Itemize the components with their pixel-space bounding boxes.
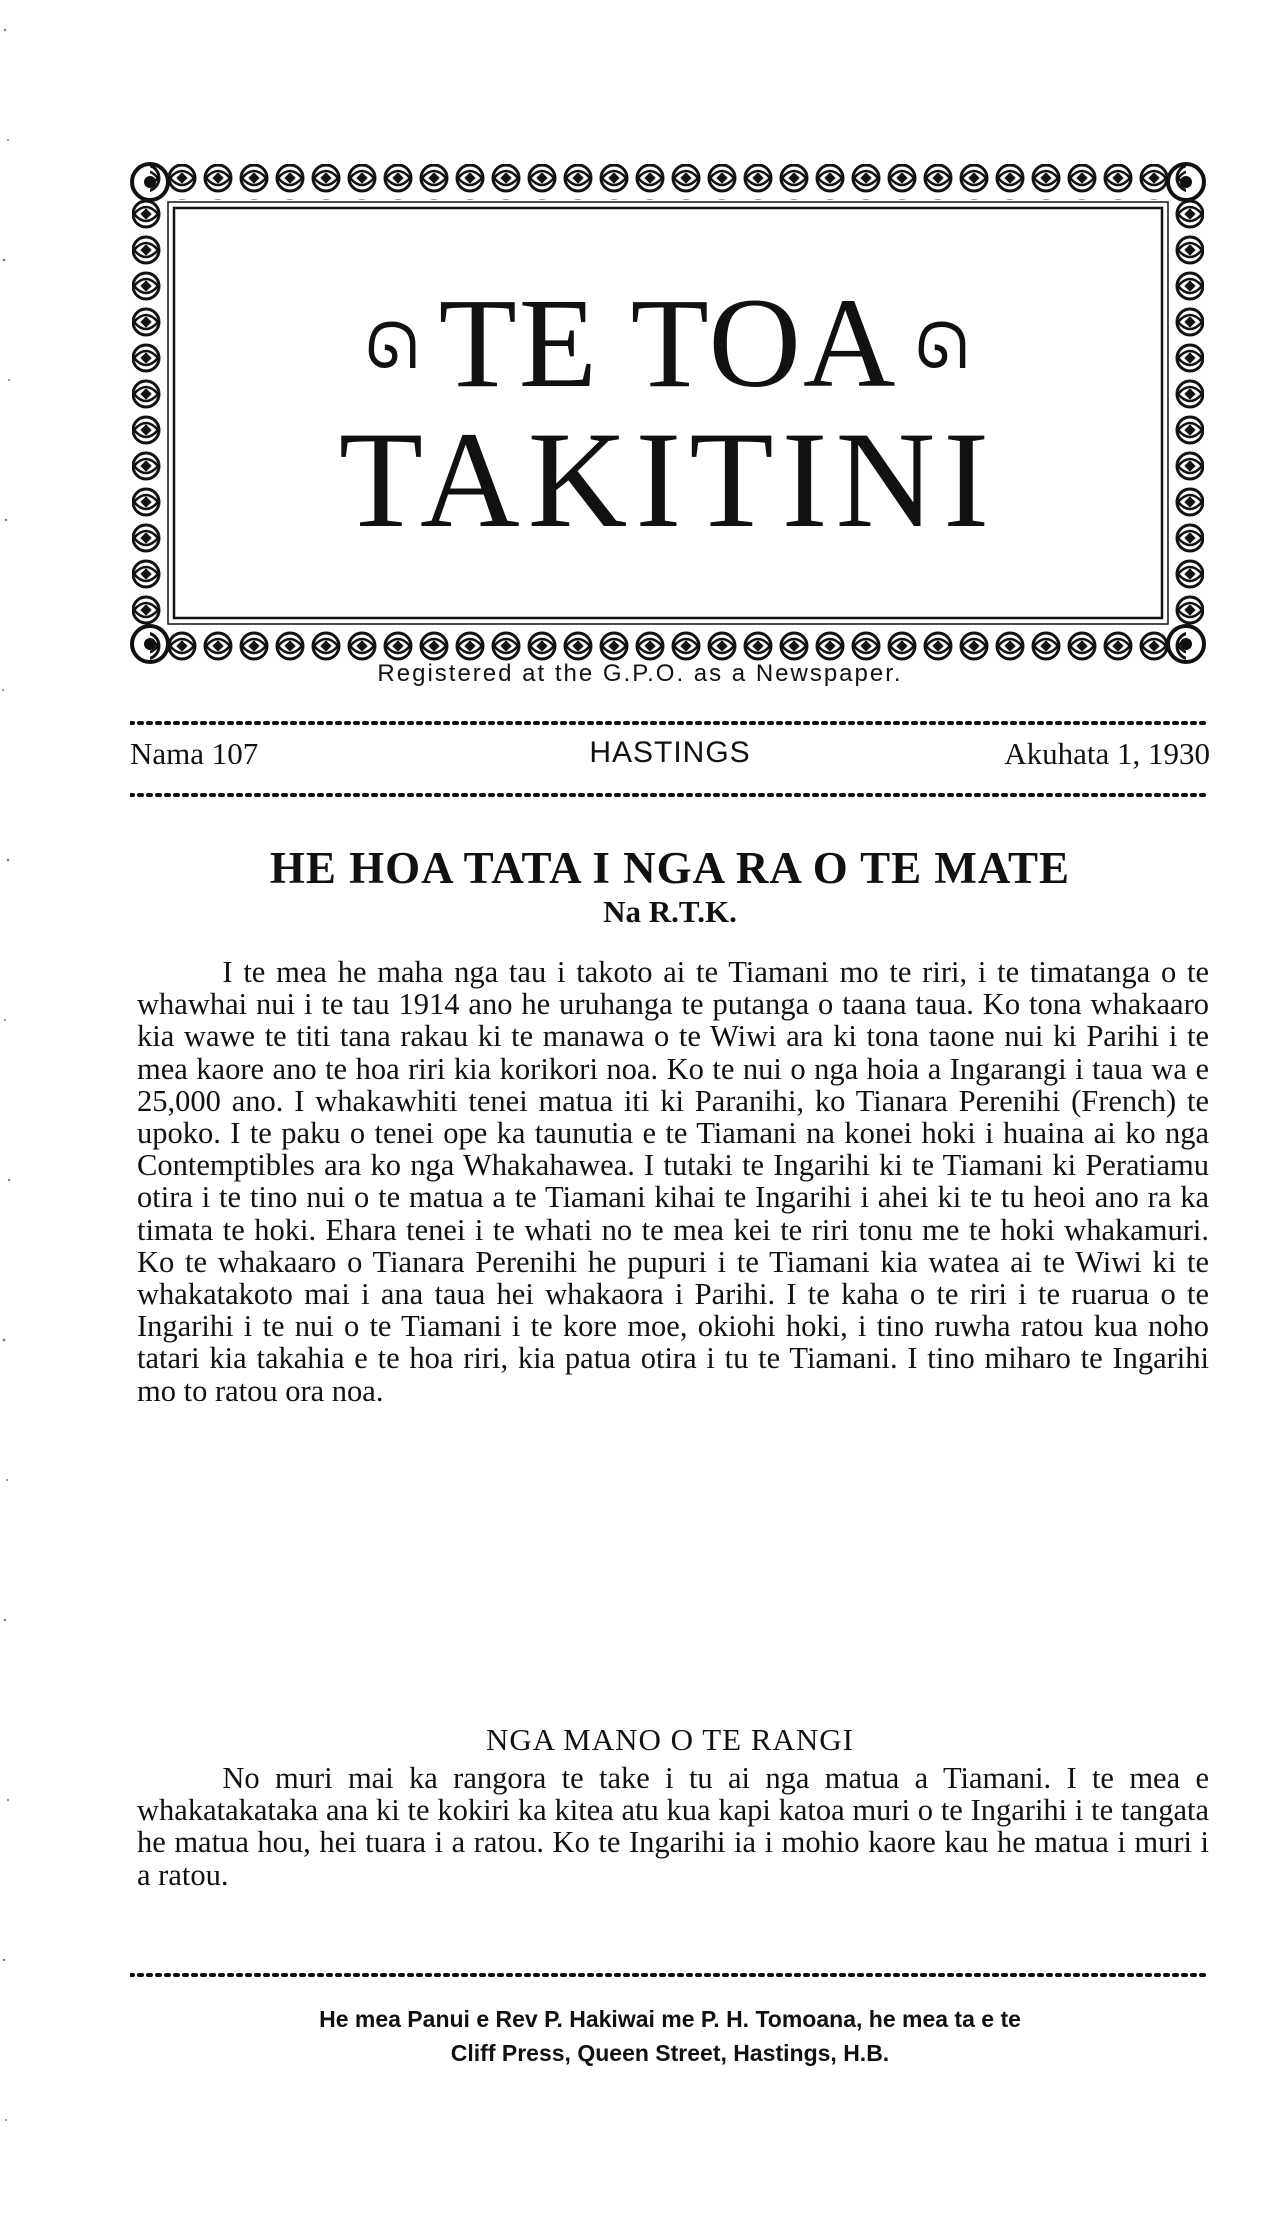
article-body-2 [137, 1762, 1209, 1891]
article-headline: HE HOA TATA I NGA RA O TE MATE [269, 843, 1071, 893]
swirl-ornament-icon: ᘏ [915, 309, 971, 384]
paragraph-2: No muri mai ka rangora te take i tu ai nga matua a Tiamani. I te mea e whakatakataka ana ki te kokiri ka kitea atu kua kapi katoa muri o te Ingarihi i te tangata he matua hou, hei tuara i a ratou. Ko te Ingarihi ia i mohio kaore kau he matua i muri i a ratou. [137, 1761, 1209, 1892]
issue-number: Nama 107 [130, 736, 259, 771]
imprint-line-1: He mea Panui e Rev P. Hakiwai me P. H. Tomoana, he mea ta e te [319, 2006, 1021, 2032]
article-byline: Na R.T.K. [603, 894, 737, 929]
paragraph-1: I te mea he maha nga tau i takoto ai te Tiamani mo te riri, i te timatanga o te whawhai nui i te tau 1914 ano he uruhanga te putanga o taana taua. Ko tona whakaaro kia wawe te titi tana rakau ki te manawa o te Wiwi ara ki tona taone nui ki Parihi i te mea kaore ano te hoa riri kia korikori noa. Ko te nui o nga hoia a Ingarangi i taua wa e 25,000 ano. I whakawhiti tenei matua iti ki Paranihi, ko Tianara Perenihi (French) te upoko. I te paku o tenei ope ka taunutia e te Tiamani na konei hoki i huaina ai ko nga Contemptibles ara ko nga Whakahawea. I tutaki te Ingarihi ki te Tiamani ki Peratiamu otira i te tino nui o te matua a te Tiamani kihai te Ingarihi i ahei ki te tu heoi ano ra ka timata te hoki. Ehara tenei i te whati no te mea kei te riri tonu me te hoki whakamuri. Ko te whakaaro o Tianara Perenihi he pupuri i te Tiamani kia watea ai te Wiwi ki te whakatakoto mai i ana taua hei whakaora i Parihi. I te kaha o te riri i te ruarua o te Ingarihi i te nui o te Tiamani i te kore moe, okiohi hoki, i tino ruwha ratou kua noho tatari kia takahia e te hoa riri, kia patua otira i tu te Tiamani. I tino miharo te Ingarihi mo to ratou ora noa. [137, 955, 1209, 1408]
dotted-rule-bottom [130, 790, 1210, 800]
publisher-imprint [130, 2002, 1210, 2070]
imprint-line-2: Cliff Press, Queen Street, Hastings, H.B. [450, 2040, 890, 2066]
article-body-1 [137, 956, 1209, 1407]
issue-line [130, 736, 1210, 778]
masthead-title-line2: TAKITINI [338, 403, 998, 556]
scan-margin-specks [0, 0, 14, 2236]
masthead-title-line1 [128, 270, 1208, 417]
title-text-1: TE TOA [438, 272, 898, 414]
swirl-ornament-icon: ᘏ [365, 309, 421, 384]
issue-date: Akuhata 1, 1930 [1004, 736, 1210, 771]
registration-notice: Registered at the G.P.O. as a Newspaper. [377, 660, 903, 687]
issue-place: HASTINGS [589, 736, 751, 769]
article-subheading: NGA MANO O TE RANGI [485, 1722, 855, 1757]
masthead [128, 160, 1208, 672]
dotted-rule-top [130, 718, 1210, 728]
dotted-rule-footer [130, 1970, 1210, 1980]
